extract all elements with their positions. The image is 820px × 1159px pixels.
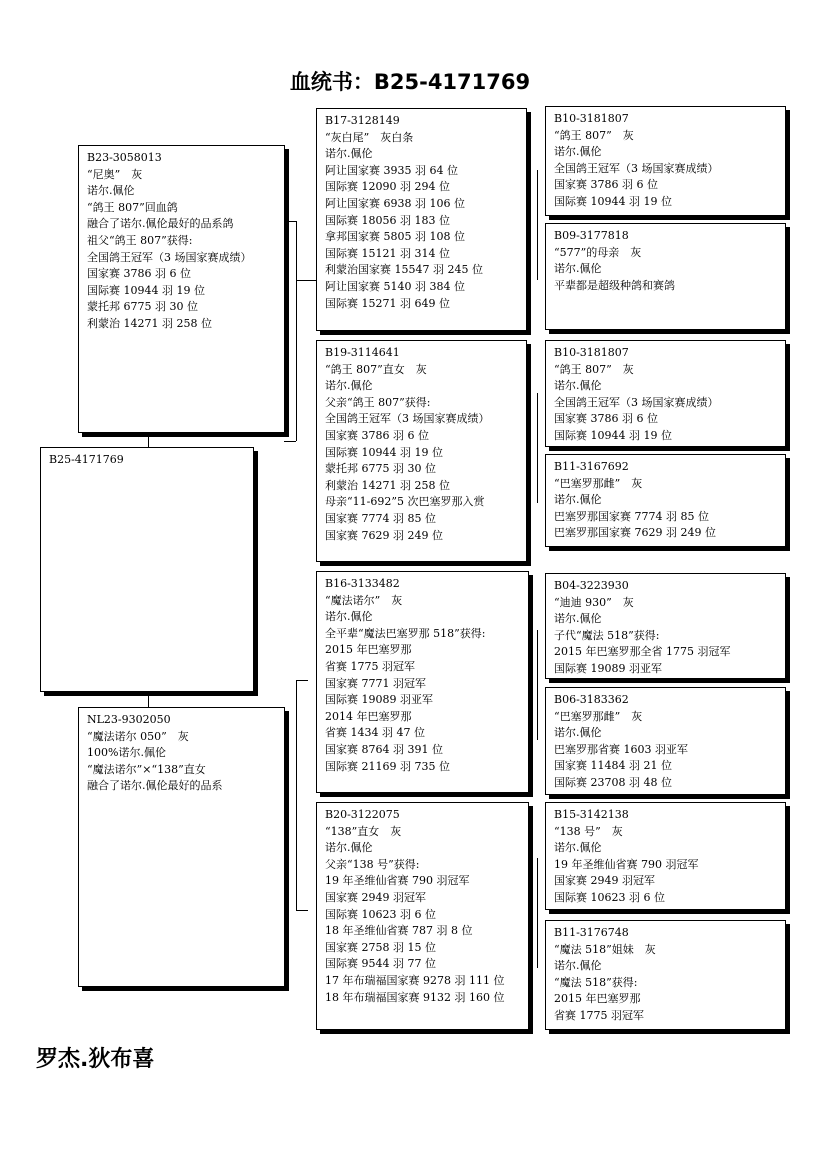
ring-number: B10-3181807 <box>554 346 629 359</box>
pedigree-line: 诺尔.佩伦 <box>554 959 602 973</box>
pedigree-line: 诺尔.佩伦 <box>554 493 602 507</box>
gen3-box-8 <box>545 920 786 1030</box>
pedigree-line: 国际赛 10944 羽 19 位 <box>87 283 205 297</box>
pedigree-line: 2015 年巴塞罗那 <box>554 992 641 1006</box>
gen3-box-1 <box>545 106 786 216</box>
connector <box>537 170 538 280</box>
pedigree-line: 诺尔.佩伦 <box>554 262 602 276</box>
connector <box>296 280 316 281</box>
pedigree-line: 诺尔.佩伦 <box>325 379 373 393</box>
pedigree-line: 阿让国家赛 3935 羽 64 位 <box>325 163 458 177</box>
pedigree-line: 平辈都是超级种鸽和赛鸽 <box>554 278 675 292</box>
pedigree-line: 省赛 1775 羽冠军 <box>554 1008 644 1022</box>
pedigree-line: 巴塞罗那国家赛 7629 羽 249 位 <box>554 526 716 540</box>
pedigree-line: 国家赛 7771 羽冠军 <box>325 676 426 690</box>
pedigree-line: “138”直女 灰 <box>325 824 402 838</box>
pedigree-line: 利蒙治 14271 羽 258 位 <box>87 316 212 330</box>
pedigree-line: 诺尔.佩伦 <box>325 610 373 624</box>
pedigree-line: 国家赛 8764 羽 391 位 <box>325 742 443 756</box>
pedigree-line: “迪迪 930” 灰 <box>554 595 634 609</box>
ring-number: B10-3181807 <box>554 112 629 125</box>
pedigree-line: 省赛 1434 羽 47 位 <box>325 726 425 740</box>
pedigree-line: 17 年布瑞福国家赛 9278 羽 111 位 <box>325 973 505 987</box>
sire-box <box>78 145 285 433</box>
pedigree-line: “鸽王 807” 灰 <box>554 128 634 142</box>
pedigree-line: 拿邦国家赛 5805 羽 108 位 <box>325 230 465 244</box>
pedigree-line: 18 年布瑞福国家赛 9132 羽 160 位 <box>325 990 505 1004</box>
pedigree-line: 国际赛 10623 羽 6 位 <box>325 907 436 921</box>
pedigree-line: “魔法 518”姐妹 灰 <box>554 942 656 956</box>
pedigree-line: “魔法 518”获得: <box>554 975 638 989</box>
pedigree-line: 阿让国家赛 6938 羽 106 位 <box>325 196 465 210</box>
connector <box>296 680 308 681</box>
pedigree-line: 国家赛 3786 羽 6 位 <box>325 428 429 442</box>
ring-number: B23-3058013 <box>87 151 162 164</box>
pedigree-line: 诺尔.佩伦 <box>325 841 373 855</box>
pedigree-line: 父亲“138 号”获得: <box>325 857 420 871</box>
ring-number: B15-3142138 <box>554 808 629 821</box>
pedigree-line: 母亲“11-692”5 次巴塞罗那入赏 <box>325 495 485 509</box>
gen3-box-4 <box>545 454 786 547</box>
pedigree-line: 诺尔.佩伦 <box>554 612 602 626</box>
pedigree-line: 国际赛 19089 羽亚军 <box>325 693 433 707</box>
pedigree-line: 国际赛 10944 羽 19 位 <box>554 194 672 208</box>
pedigree-line: “魔法诺尔”×“138”直女 <box>87 762 206 776</box>
pedigree-line: 2015 年巴塞罗那 <box>325 643 412 657</box>
connector <box>296 910 308 911</box>
pedigree-line: 国际赛 18056 羽 183 位 <box>325 213 450 227</box>
pedigree-line: 国际赛 21169 羽 735 位 <box>325 759 450 773</box>
pedigree-line: 国家赛 7774 羽 85 位 <box>325 511 436 525</box>
pedigree-line: 国家赛 11484 羽 21 位 <box>554 759 672 773</box>
gen3-box-7 <box>545 802 786 910</box>
connector <box>148 433 149 447</box>
ring-number: B11-3167692 <box>554 460 629 473</box>
connector <box>284 441 296 442</box>
pedigree-line: 诺尔.佩伦 <box>554 726 602 740</box>
ring-number: B20-3122075 <box>325 808 400 821</box>
ring-number: B04-3223930 <box>554 579 629 592</box>
pedigree-line: 国家赛 7629 羽 249 位 <box>325 528 443 542</box>
connector <box>537 630 538 740</box>
pedigree-line: 全平辈“魔法巴塞罗那 518”获得: <box>325 626 486 640</box>
pedigree-line: 19 年圣维仙省赛 790 羽冠军 <box>554 857 699 871</box>
pedigree-line: 国际赛 23708 羽 48 位 <box>554 775 672 789</box>
ring-number: NL23-9302050 <box>87 713 171 726</box>
pedigree-line: 全国鸽王冠军（3 场国家赛成绩） <box>325 412 490 426</box>
ring-number: B19-3114641 <box>325 346 400 359</box>
pedigree-line: “138 号” 灰 <box>554 824 623 838</box>
pedigree-line: “灰白尾” 灰白条 <box>325 130 414 144</box>
pedigree-line: 国家赛 2949 羽冠军 <box>325 890 426 904</box>
connector <box>296 221 297 441</box>
pedigree-line: 国际赛 12090 羽 294 位 <box>325 180 450 194</box>
connector <box>284 221 296 222</box>
pedigree-line: 诺尔.佩伦 <box>554 145 602 159</box>
pedigree-line: 国家赛 2949 羽冠军 <box>554 874 655 888</box>
pedigree-line: 全国鸽王冠军（3 场国家赛成绩） <box>554 395 719 409</box>
pedigree-line: 子代“魔法 518”获得: <box>554 628 660 642</box>
pedigree-line: “鸽王 807”直女 灰 <box>325 362 427 376</box>
pedigree-line: 国家赛 3786 羽 6 位 <box>554 178 658 192</box>
gen3-box-5 <box>545 573 786 679</box>
gen3-box-6 <box>545 687 786 795</box>
pedigree-line: “鸽王 807” 灰 <box>554 362 634 376</box>
pedigree-line: 18 年圣维仙省赛 787 羽 8 位 <box>325 924 473 938</box>
pedigree-line: 国际赛 15121 羽 314 位 <box>325 246 450 260</box>
pedigree-line: 100%诺尔.佩伦 <box>87 746 166 760</box>
pedigree-line: “魔法诺尔 050” 灰 <box>87 729 189 743</box>
pedigree-line: 国际赛 9544 羽 77 位 <box>325 957 436 971</box>
connector <box>148 692 149 707</box>
connector <box>537 393 538 503</box>
pedigree-line: 2015 年巴塞罗那全省 1775 羽冠军 <box>554 645 731 659</box>
pedigree-line: 2014 年巴塞罗那 <box>325 709 412 723</box>
pedigree-line: 蒙托邦 6775 羽 30 位 <box>87 300 198 314</box>
pedigree-line: 诺尔.佩伦 <box>554 379 602 393</box>
ring-number: B09-3177818 <box>554 229 629 242</box>
pedigree-line: 省赛 1775 羽冠军 <box>325 659 415 673</box>
ring-number: B17-3128149 <box>325 114 400 127</box>
pedigree-line: 国际赛 10944 羽 19 位 <box>554 428 672 442</box>
ring-number: B11-3176748 <box>554 926 629 939</box>
gen3-box-2 <box>545 223 786 330</box>
pedigree-line: 蒙托邦 6775 羽 30 位 <box>325 462 436 476</box>
granddam-paternal-box <box>316 340 527 562</box>
pedigree-line: 国际赛 10623 羽 6 位 <box>554 890 665 904</box>
pedigree-line: “577”的母亲 灰 <box>554 245 642 259</box>
grandsire-paternal-box <box>316 108 527 331</box>
dam-box <box>78 707 285 987</box>
ring-number: B25-4171769 <box>49 453 124 466</box>
pedigree-line: 诺尔.佩伦 <box>554 841 602 855</box>
ring-number: B16-3133482 <box>325 577 400 590</box>
pedigree-line: 全国鸽王冠军（3 场国家赛成绩） <box>87 250 252 264</box>
connector <box>537 858 538 968</box>
pedigree-line: “尼奥” 灰 <box>87 167 143 181</box>
pedigree-line: 利蒙治 14271 羽 258 位 <box>325 478 450 492</box>
pedigree-line: “巴塞罗那雌” 灰 <box>554 476 643 490</box>
pedigree-line: 全国鸽王冠军（3 场国家赛成绩） <box>554 161 719 175</box>
breeder-name: 罗杰.狄布喜 <box>36 1047 155 1072</box>
page-title: 血统书：B25-4171769 <box>289 70 531 94</box>
pedigree-line: “魔法诺尔” 灰 <box>325 593 403 607</box>
pedigree-line: 国际赛 15271 羽 649 位 <box>325 296 450 310</box>
pedigree-line: 巴塞罗那省赛 1603 羽亚军 <box>554 742 688 756</box>
pedigree-line: “鸽王 807”回血鸽 <box>87 200 178 214</box>
pedigree-line: 利蒙治国家赛 15547 羽 245 位 <box>325 263 483 277</box>
pedigree-line: 父亲“鸽王 807”获得: <box>325 395 431 409</box>
connector <box>296 680 297 910</box>
ring-number: B06-3183362 <box>554 693 629 706</box>
subject-box <box>40 447 254 692</box>
pedigree-line: 国家赛 3786 羽 6 位 <box>554 412 658 426</box>
pedigree-line: 国家赛 3786 羽 6 位 <box>87 267 191 281</box>
pedigree-line: 19 年圣维仙省赛 790 羽冠军 <box>325 874 470 888</box>
pedigree-line: 国际赛 19089 羽亚军 <box>554 661 662 675</box>
pedigree-line: 融合了诺尔.佩伦最好的品系 <box>87 779 223 793</box>
pedigree-line: 国际赛 10944 羽 19 位 <box>325 445 443 459</box>
pedigree-line: 巴塞罗那国家赛 7774 羽 85 位 <box>554 509 709 523</box>
pedigree-line: 融合了诺尔.佩伦最好的品系鸽 <box>87 217 234 231</box>
pedigree-line: 国家赛 2758 羽 15 位 <box>325 940 436 954</box>
pedigree-line: 诺尔.佩伦 <box>325 147 373 161</box>
gen3-box-3 <box>545 340 786 447</box>
pedigree-line: 阿让国家赛 5140 羽 384 位 <box>325 279 465 293</box>
pedigree-line: 祖父“鸽王 807”获得: <box>87 233 193 247</box>
pedigree-line: 诺尔.佩伦 <box>87 184 135 198</box>
grandsire-maternal-box <box>316 571 529 793</box>
granddam-maternal-box <box>316 802 529 1030</box>
pedigree-line: “巴塞罗那雌” 灰 <box>554 709 643 723</box>
